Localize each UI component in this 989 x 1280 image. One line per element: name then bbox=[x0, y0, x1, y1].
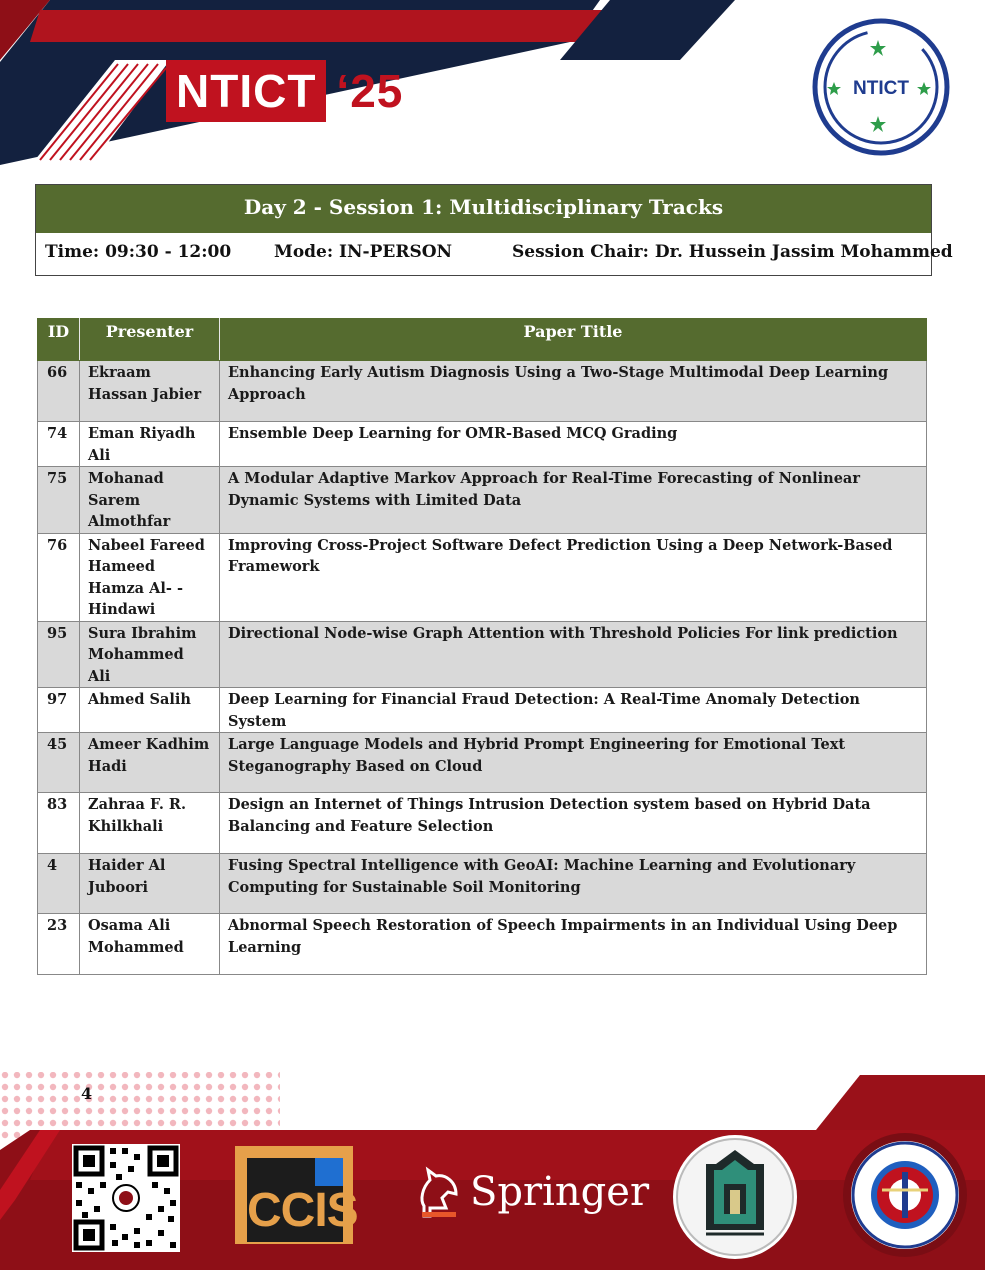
session-mode: Mode: IN-PERSON bbox=[274, 242, 453, 262]
table-row bbox=[38, 422, 927, 467]
presenter-name: Ahmed Salih bbox=[80, 688, 220, 733]
table-row bbox=[38, 914, 927, 975]
paper-id: 95 bbox=[38, 621, 80, 688]
papers-table bbox=[37, 318, 927, 975]
springer-logo-text: Springer bbox=[470, 1169, 650, 1215]
paper-id: 74 bbox=[38, 422, 80, 467]
qr-code-icon bbox=[72, 1144, 180, 1252]
paper-title: Deep Learning for Financial Fraud Detection: A Real-Time Anomaly Detection System bbox=[220, 688, 927, 733]
presenter-name: Osama Ali Mohammed bbox=[80, 914, 220, 975]
presenter-name: Ameer Kadhim Hadi bbox=[80, 733, 220, 793]
conference-brand bbox=[166, 60, 403, 122]
paper-id: 66 bbox=[38, 361, 80, 422]
header-presenter: Presenter bbox=[80, 319, 220, 361]
session-title: Day 2 - Session 1: Multidisciplinary Tracks bbox=[36, 185, 931, 233]
springer-logo bbox=[416, 1164, 649, 1220]
paper-id: 23 bbox=[38, 914, 80, 975]
table-row bbox=[38, 361, 927, 422]
table-header-row bbox=[38, 319, 927, 361]
paper-title: Ensemble Deep Learning for OMR-Based MCQ Grading bbox=[220, 422, 927, 467]
table-row bbox=[38, 793, 927, 854]
header-id: ID bbox=[38, 319, 80, 361]
paper-title: Fusing Spectral Intelligence with GeoAI: Machine Learning and Evolutionary Computing for Sustainable Soil Monitoring bbox=[220, 854, 927, 914]
paper-title: Abnormal Speech Restoration of Speech Impairments in an Individual Using Deep Learning bbox=[220, 914, 927, 975]
paper-id: 4 bbox=[38, 854, 80, 914]
table-row bbox=[38, 467, 927, 534]
session-meta bbox=[36, 233, 953, 275]
presenter-name: Haider Al Juboori bbox=[80, 854, 220, 914]
table-row bbox=[38, 533, 927, 621]
table-row bbox=[38, 621, 927, 688]
paper-title: Enhancing Early Autism Diagnosis Using a Two-Stage Multimodal Deep Learning Approach bbox=[220, 361, 927, 422]
session-info-box bbox=[35, 184, 953, 276]
university-seal-icon bbox=[672, 1134, 798, 1260]
paper-title: Design an Internet of Things Intrusion Detection system based on Hybrid Data Balancing and Feature Selection bbox=[220, 793, 927, 854]
uoitc-seal-icon bbox=[842, 1132, 968, 1258]
presenter-name: Eman Riyadh Ali bbox=[80, 422, 220, 467]
paper-id: 97 bbox=[38, 688, 80, 733]
paper-id: 45 bbox=[38, 733, 80, 793]
brand-year: ‘25 bbox=[336, 65, 404, 117]
session-time: Time: 09:30 - 12:00 bbox=[45, 242, 232, 262]
header-paper-title: Paper Title bbox=[220, 319, 927, 361]
table-row bbox=[38, 688, 927, 733]
paper-title: Directional Node-wise Graph Attention with Threshold Policies For link prediction bbox=[220, 621, 927, 688]
paper-id: 83 bbox=[38, 793, 80, 854]
springer-horse-icon bbox=[416, 1164, 462, 1220]
paper-id: 76 bbox=[38, 533, 80, 621]
presenter-name: Mohanad Sarem Almothfar bbox=[80, 467, 220, 534]
ccis-logo-text: CCIS bbox=[247, 1184, 358, 1237]
logo-text: NTICT bbox=[853, 78, 909, 99]
presenter-name: Sura Ibrahim Mohammed Ali bbox=[80, 621, 220, 688]
presenter-name: Ekraam Hassan Jabier bbox=[80, 361, 220, 422]
ccis-logo-icon bbox=[235, 1146, 358, 1244]
table-row bbox=[38, 733, 927, 793]
paper-title: A Modular Adaptive Markov Approach for Real-Time Forecasting of Nonlinear Dynamic Systems with Limited Data bbox=[220, 467, 927, 534]
presenter-name: Zahraa F. R. Khilkhali bbox=[80, 793, 220, 854]
ntict-logo-icon bbox=[810, 16, 952, 158]
table-row bbox=[38, 854, 927, 914]
brand-name: NTICT bbox=[166, 60, 326, 122]
presenter-name: Nabeel Fareed Hameed Hamza Al- -Hindawi bbox=[80, 533, 220, 621]
paper-id: 75 bbox=[38, 467, 80, 534]
page-number: 4 bbox=[81, 1084, 93, 1103]
session-chair: Session Chair: Dr. Hussein Jassim Mohammed bbox=[512, 242, 953, 262]
paper-title: Improving Cross-Project Software Defect Prediction Using a Deep Network-Based Framework bbox=[220, 533, 927, 621]
paper-title: Large Language Models and Hybrid Prompt Engineering for Emotional Text Steganography Based on Cloud bbox=[220, 733, 927, 793]
